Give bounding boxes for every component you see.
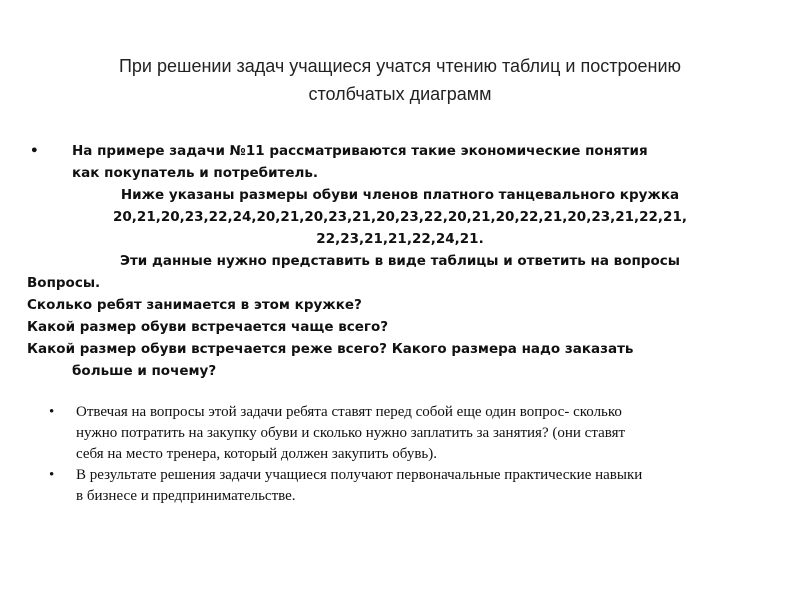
intro-line-2-row [0, 162, 800, 184]
question-3-row [0, 338, 800, 360]
conclusion-2-line-2-row [0, 486, 800, 507]
task-line-row [0, 250, 800, 272]
question-2-row [0, 316, 800, 338]
intro-line-1: На примере задачи №11 рассматриваются такие экономические понятия [72, 143, 648, 159]
bullet-icon: • [49, 404, 55, 420]
question-3-line-2: больше и почему? [72, 363, 217, 379]
intro-item [0, 140, 800, 162]
intro-line-2: как покупатель и потребитель. [72, 165, 319, 181]
conclusion-1-line-1: Отвечая на вопросы этой задачи ребята ставят перед собой еще один вопрос- сколько [76, 404, 622, 420]
sizes-line-2-row [0, 228, 800, 250]
sizes-line-1: 20,21,20,23,22,24,20,21,20,23,21,20,23,22,20,21,20,22,21,20,23,21,22,21, [113, 209, 687, 225]
conclusion-item-2 [0, 465, 800, 486]
question-3-cont-row [0, 360, 800, 382]
conclusion-item-1 [0, 402, 800, 423]
questions-label-row [0, 272, 800, 294]
sizes-heading-row [0, 184, 800, 206]
question-1: Сколько ребят занимается в этом кружке? [27, 297, 362, 313]
conclusion-1-line-2: нужно потратить на закупку обуви и сколько нужно заплатить за занятия? (они ставят [76, 425, 626, 441]
question-1-row [0, 294, 800, 316]
task-line: Эти данные нужно представить в виде таблицы и ответить на вопросы [120, 253, 680, 269]
task-description [0, 140, 800, 382]
question-3-line-1: Какой размер обуви встречается реже всего? Какого размера надо заказать [27, 341, 634, 357]
bullet-icon: • [49, 467, 55, 483]
conclusion-2-line-2: в бизнесе и предпринимательстве. [76, 488, 296, 504]
conclusion-1-line-2-row [0, 423, 800, 444]
questions-label: Вопросы. [27, 275, 101, 291]
slide-title [40, 52, 760, 108]
bullet-icon: • [30, 143, 39, 159]
sizes-line-2: 22,23,21,21,22,24,21. [316, 231, 484, 247]
slide-title-line-1: При решении задач учащиеся учатся чтению таблиц и построению [118, 56, 682, 76]
sizes-heading: Ниже указаны размеры обуви членов платного танцевального кружка [120, 187, 680, 203]
conclusions [0, 402, 800, 507]
conclusion-1-line-3-row [0, 444, 800, 465]
sizes-line-1-row [0, 206, 800, 228]
slide-title-line-2: столбчатых диаграмм [308, 84, 492, 104]
question-2: Какой размер обуви встречается чаще всего? [27, 319, 389, 335]
conclusion-2-line-1: В результате решения задачи учащиеся получают первоначальные практические навыки [76, 467, 643, 483]
conclusion-1-line-3: себя на место тренера, который должен закупить обувь). [76, 446, 438, 462]
